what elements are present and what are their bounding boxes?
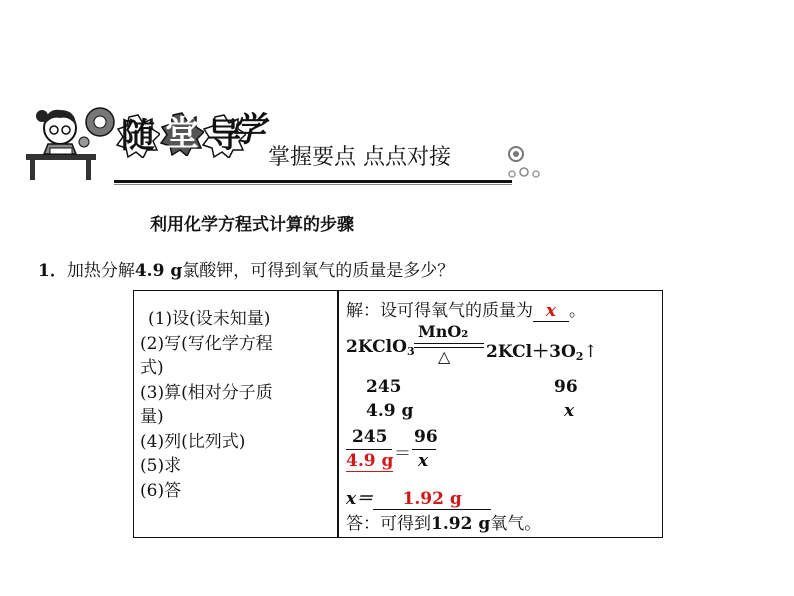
banner-slogan: 掌握要点 点点对接 [268, 145, 451, 170]
banner-char-4: 学 [231, 110, 265, 150]
step-line: 量) [140, 407, 164, 427]
banner-char-1: 随 [116, 114, 160, 158]
unknown-variable: x [545, 301, 557, 321]
section-title: 利用化学方程式计算的步骤 [150, 215, 354, 235]
product-formula: $2KCl+3O_2↑$ [486, 342, 598, 363]
lesson-banner [20, 98, 540, 190]
mr-product: 96 [554, 377, 578, 397]
mass-product: x [564, 401, 575, 421]
answer-value: 1.92 g [431, 514, 491, 534]
step-line: (4)列(比列式) [140, 431, 246, 452]
steps-column [140, 307, 330, 503]
gas-arrow-icon: ↑ [583, 342, 598, 362]
table-divider [337, 291, 339, 537]
ratio-equals: ＝ [394, 444, 411, 464]
step-line: 式) [140, 358, 164, 378]
ratio-den-left: 4.9 g [346, 451, 394, 471]
mr-reactant: 245 [366, 377, 402, 397]
solution-table [133, 290, 663, 538]
result-line: x＝ 1.92 g [346, 484, 491, 510]
step-line: (2)写(写化学方程 [140, 333, 273, 354]
mass-reactant: 4.9 g [366, 401, 414, 421]
banner-underline [114, 180, 512, 183]
equation-bar-top [414, 343, 484, 344]
reactant-formula: 2KClO$_3$ [346, 337, 415, 358]
catalyst-label: MnO₂ [418, 322, 469, 341]
step-line: (5)求 [140, 456, 182, 476]
heat-symbol: △ [438, 347, 451, 366]
solution-column [346, 291, 658, 537]
ratio-num-right: 96 [414, 427, 438, 447]
banner-char-3: 导 [202, 114, 246, 158]
question-suffix: 氯酸钾，可得到氧气的质量是多少？ [182, 261, 455, 281]
solution-intro: 解：设可得氧气的质量为 x 。 [346, 301, 586, 321]
banner-char-2: 堂 [160, 112, 204, 156]
step-line: (3)算(相对分子质 [140, 382, 273, 403]
step-line: (6)答 [140, 480, 182, 501]
question-prefix: 加热分解 [66, 261, 135, 281]
student-mascot-icon [20, 102, 120, 182]
question-number: 1． [38, 261, 67, 281]
ratio-den-right: x [418, 451, 429, 471]
question-text [38, 256, 454, 281]
step-line: (1)设(设未知量) [148, 309, 271, 329]
ratio-num-left: 245 [352, 427, 388, 447]
decorative-circles-icon [504, 144, 544, 184]
banner-underline-thin [114, 184, 512, 185]
result-value: 1.92 g [402, 489, 462, 509]
answer-line: 答：可得到1.92 g氧气。 [346, 514, 542, 534]
question-mass: 4.9 g [134, 261, 183, 281]
